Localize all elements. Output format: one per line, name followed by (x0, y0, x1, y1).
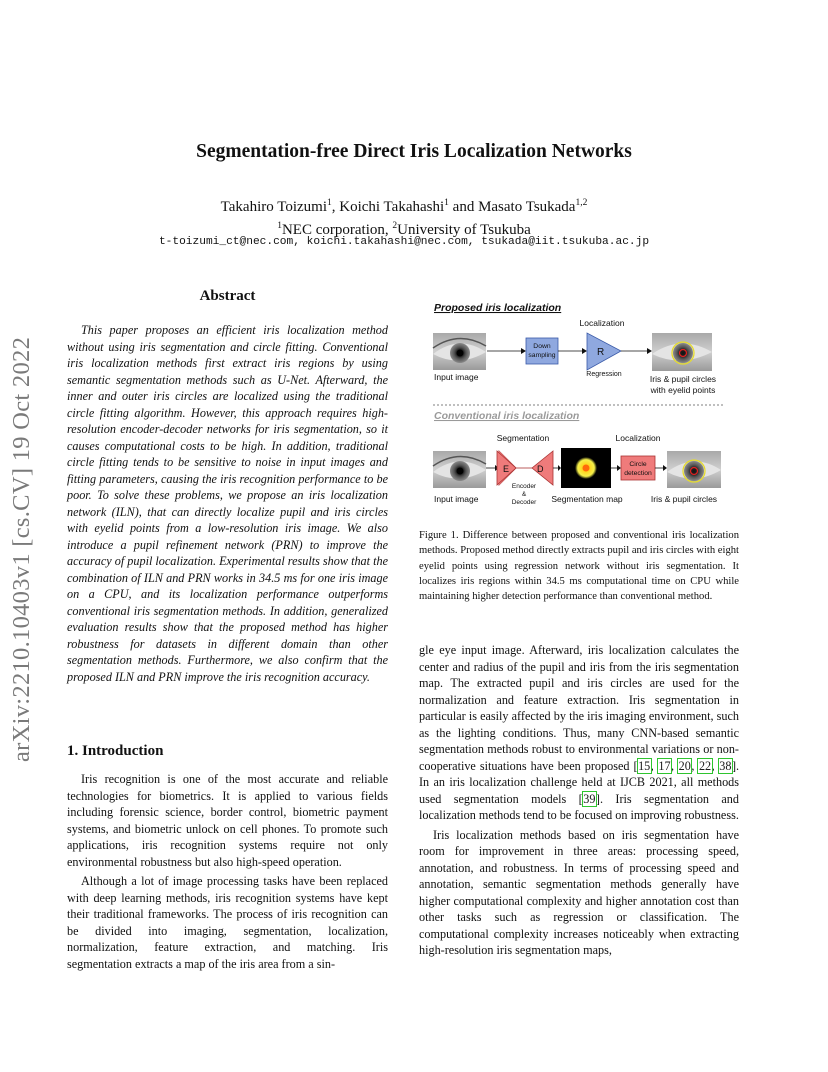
output-label-2: Iris & pupil circles (650, 494, 718, 504)
intro-body (67, 771, 388, 972)
paragraph: Iris localization methods based on iris segmentation have room for improvement in three areas: processing speed, annotation, and robustness. In terms of processing speed and annotation, semantic segmentation methods generally have higher computational complexity and higher annotation cost than other tasks such as regression or classification. The computational complexity increases noticeably when extracting high-resolution iris segmentation maps, (419, 827, 739, 957)
decoder-letter: D (537, 464, 544, 474)
abstract-heading: Abstract (199, 288, 256, 304)
arxiv-stamp (8, 290, 58, 762)
output-label-1a: Iris & pupil circles (649, 374, 717, 384)
citation-link[interactable]: 17 (658, 758, 671, 773)
down-sampling-block (526, 338, 558, 364)
affiliation: NEC corporation, (281, 222, 393, 238)
citation-link[interactable]: 15 (638, 758, 651, 773)
author-name: Takahiro Toizumi (220, 199, 327, 215)
paragraph: Although a lot of image processing tasks have been replaced with deep learning methods, iris recognition systems have kept their traditional frameworks. The process of iris recognition can be divided into imaging, segmentation, localization, normalization, feature extraction, and matching. Iris segmentation extracts a map of the iris area from a sin- (67, 874, 388, 971)
arxiv-stamp-text: arXiv:2210.10403v1 [cs.CV] 19 Oct 2022 (8, 336, 35, 762)
segmentation-map-image (561, 448, 611, 488)
down-sampling-label-2: sampling (528, 352, 556, 359)
author-emails: t-toizumi_ct@nec.com, koichi.takahashi@nec.com, tsukada@iit.tsukuba.ac.jp (158, 236, 650, 248)
circle-detection-label-1: Circle (629, 461, 647, 468)
arrowhead (617, 465, 621, 471)
paper-title: Segmentation-free Direct Iris Localization Networks (196, 141, 632, 162)
citation-link[interactable]: 22 (698, 758, 712, 773)
encoder-decoder-label-1: Encoder (511, 483, 537, 490)
conventional-title: Conventional iris localization (434, 410, 580, 422)
author-affil-mark: 1 (444, 198, 449, 208)
affiliation: University of Tsukuba (397, 222, 531, 238)
affil-mark: 1 (277, 221, 282, 231)
citation-link[interactable]: 39 (583, 791, 596, 806)
citation-link[interactable]: 38 (719, 758, 732, 773)
paragraph: gle eye input image. Afterward, iris localization calculates the center and radius of the pupil and iris from the iris segmentation map. The extracted pupil and iris circles are used for the normalization and feature extraction. Iris segmentation in particular is easily affected by the iris imaging environment, such as the lighting conditions. Thus, many CNN-based semantic segmentation methods robust to environmental variations or non-cooperative situations have been proposed [15, 17, 20, 22, 38]. In an iris localization challenge held at IJCB 2021, all methods used segmentation models [39]. Iris segmentation and localization methods tend to be focused on improving robustness. (419, 643, 740, 822)
localization-label-2: Localization (615, 433, 661, 443)
affil-mark: 2 (392, 221, 398, 231)
encoder-letter: E (503, 464, 510, 474)
text-run: ]. Iris segmentation and localization methods tend to be focused on improving robustness. (419, 791, 739, 822)
section-heading: 1. Introduction (67, 743, 164, 759)
author-name: , Koichi Takahashi (331, 199, 445, 215)
input-eye-image-1 (433, 333, 486, 370)
segmentation-map-label: Segmentation map (551, 494, 623, 504)
arrowhead (558, 465, 561, 471)
circle-detection-label-2: detection (624, 470, 652, 477)
localization-label-top: Localization (579, 318, 625, 328)
author-affil-mark: 1,2 (575, 198, 588, 208)
text-run: ]. In an iris localization challenge held at IJCB 2021, all methods used segmentation models [ (419, 758, 740, 806)
input-eye-image-2 (433, 451, 486, 488)
author-name: and Masato Tsukada (448, 199, 576, 215)
input-image-label-2: Input image (434, 494, 479, 504)
abstract-text: This paper proposes an efficient iris localization method without using iris segmentation and circle fitting. Conventional iris localization methods first extract iris regions by using semantic segmentation methods such as U-Net. Afterward, the inner and outer iris circles are localized using the traditional circle fitting algorithm. However, this approach requires high-resolution encoder-decoder networks for iris segmentation, so it causes computational costs to be high. In addition, traditional circle fitting tends to be sensitive to noise in input images and fitting parameters, causing the iris recognition performance to be poor. To solve these problems, we propose an iris localization network (ILN), that can directly localize pupil and iris circles with eyelid points from a low-resolution iris image. We also introduce a pupil refinement network (PRN) to improve the accuracy of pupil localization. Experimental results show that the combination of ILN and PRN works in 34.5 ms for one iris image on a CPU, and its localization performance outperforms conventional iris segmentation methods. In addition, generalized evaluation results show that the proposed method has higher robustness for datasets in different domain than other segmentation methods. Furthermore, we also confirm that the proposed ILN and PRN improve the iris recognition accuracy. (67, 323, 388, 684)
segmentation-label: Segmentation (496, 433, 550, 443)
author-affil-mark: 1 (327, 198, 332, 208)
proposed-title: Proposed iris localization (434, 302, 562, 314)
citation-link[interactable]: 20 (678, 758, 691, 773)
down-sampling-label-1: Down (533, 343, 551, 350)
output-eye-image-1 (652, 333, 712, 371)
arrowhead (582, 348, 587, 354)
abstract-body (67, 322, 388, 685)
input-image-label-1: Input image (434, 372, 479, 382)
arrowhead (647, 348, 652, 354)
figure-caption: Figure 1. Difference between proposed and conventional iris localization methods. Proposed method directly extracts pupil and iris circles with eight eyelid points using regression network without iris segmentation. It localizes iris regions within 34.5 ms computational time on CPU while maintaining higher detection performance than conventional method. (419, 530, 739, 603)
regression-label: Regression (586, 371, 622, 378)
encoder-decoder-label-3: Decoder (511, 499, 537, 506)
text-run: gle eye input image. Afterward, iris localization calculates the center and radius of the pupil and iris from the iris segmentation map. The extracted pupil and iris circles are used for the normalization and feature extraction. Iris segmentation in particular is easily affected by the iris imaging environment, such as the lighting conditions. Thus, many CNN-based semantic segmentation methods robust to environmental variations or non-cooperative situations have been proposed [ (419, 643, 739, 773)
regression-letter: R (597, 347, 605, 358)
paragraph: Iris recognition is one of the most accurate and reliable technologies for biometrics. It is applied to various fields including forensic science, border control, biometric payment systems, and biometric unlock on cell phones. To promote such applications, iris recognition systems require not only environmental robustness but also high-speed operation. (67, 772, 388, 869)
output-label-1b: with eyelid points (650, 385, 716, 395)
arrowhead (521, 348, 526, 354)
figure-1 (419, 296, 741, 512)
encoder-decoder-label-2: & (521, 491, 527, 498)
arrowhead (663, 465, 667, 471)
output-eye-image-2 (667, 451, 721, 488)
author-line (0, 194, 808, 217)
author-block (0, 194, 808, 240)
right-column-body (419, 642, 739, 959)
